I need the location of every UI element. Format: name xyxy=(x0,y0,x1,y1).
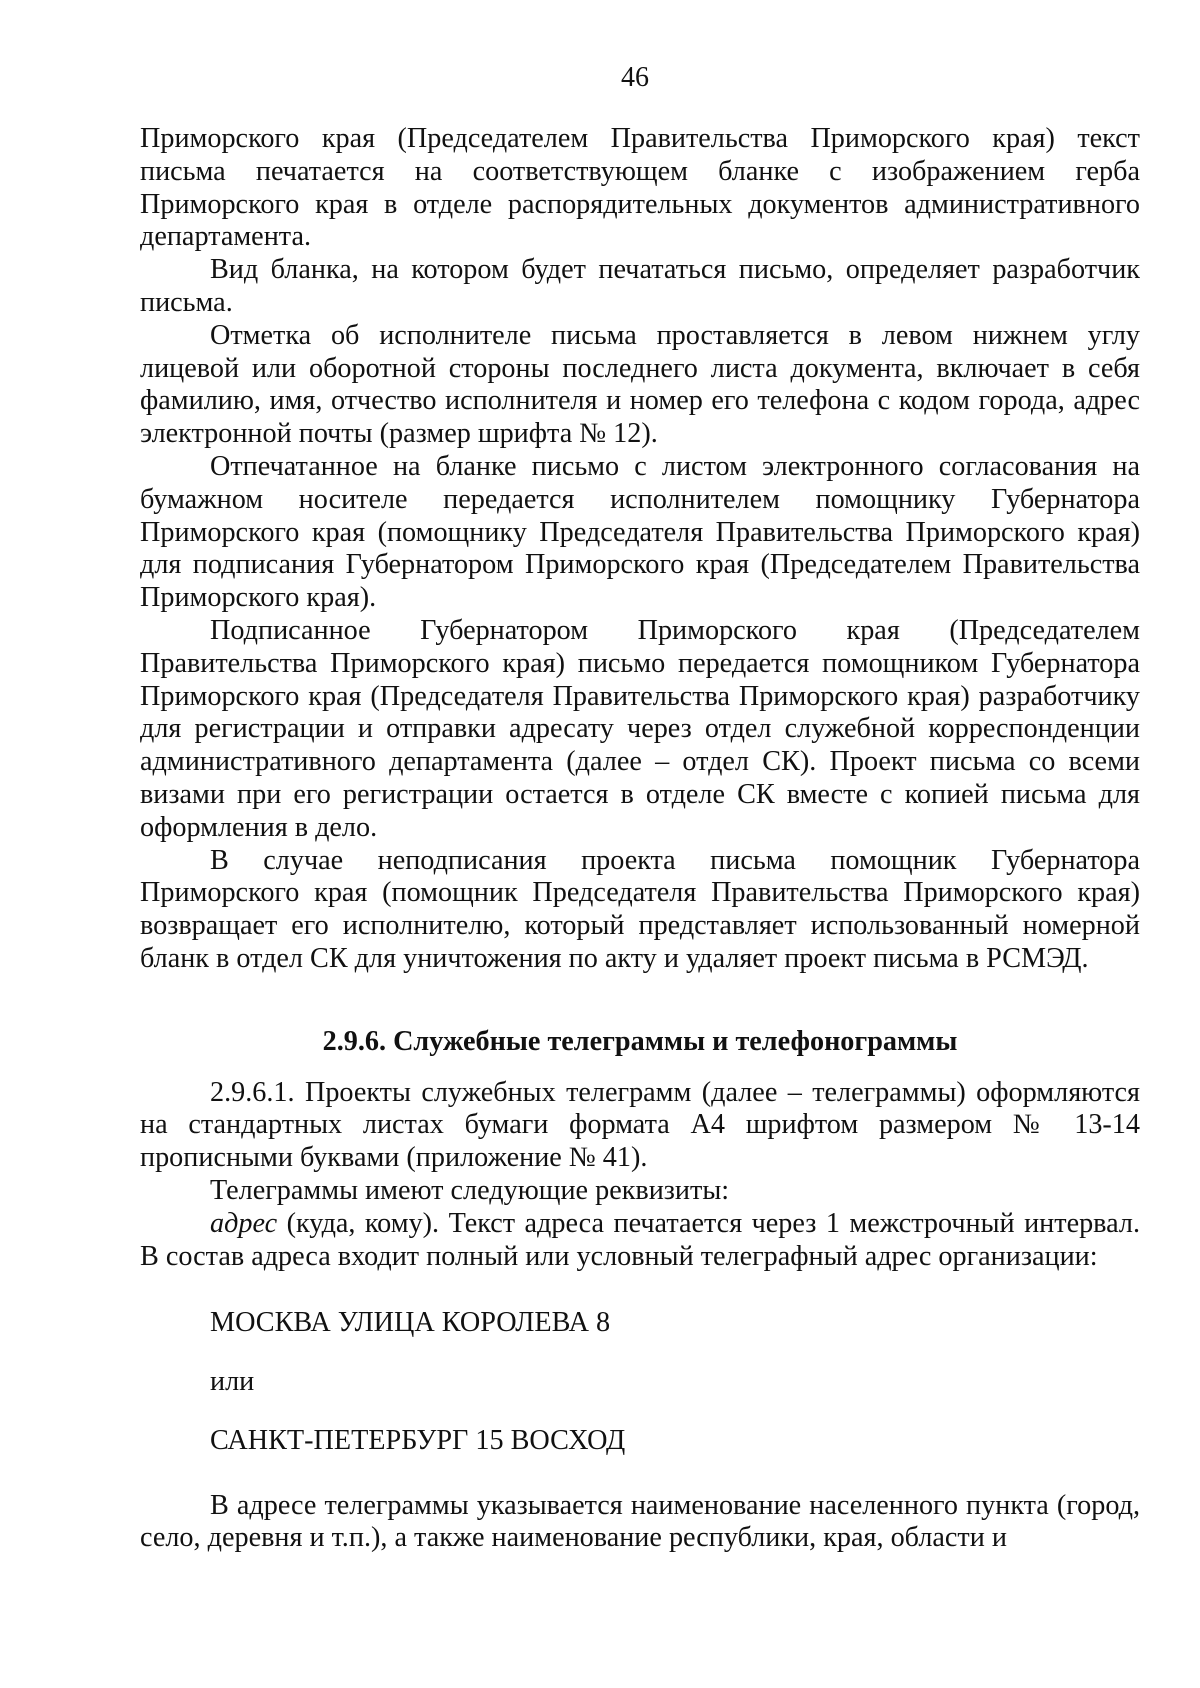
italic-term: адрес xyxy=(210,1207,278,1239)
paragraph: Телеграммы имеют следующие реквизиты: xyxy=(210,1174,730,1206)
paragraph: Подписанное Губернатором Приморского края (Председателем Правительства Приморского края) письмо передается помощником Губернатора Приморского края (Председателя Правительства Приморского края) разработчику для регистрации и отправки адресату через отдел служебной корреспонденции административного департамента (далее – отдел СК). Проект письма со всеми визами при его регистрации остается в отделе СК вместе с копией письма для оформления в дело. xyxy=(140,614,1140,843)
address-separator: или xyxy=(210,1366,255,1398)
page-number: 46 xyxy=(621,62,649,93)
paragraph xyxy=(140,1208,1140,1274)
paragraph: 2.9.6.1. Проекты служебных телеграмм (далее – телеграммы) оформляются на стандартных листах бумаги формата А4 шрифтом размером № 13-14 прописными буквами (приложение № 41). xyxy=(140,1076,1140,1174)
paragraph: В случае неподписания проекта письма помощник Губернатора Приморского края (помощник Председателя Правительства Приморского края) возвращает его исполнителю, который представляет использованный номерной бланк в отдел СК для уничтожения по акту и удаляет проект письма в РСМЭД. xyxy=(140,844,1140,974)
paragraph: В адресе телеграммы указывается наименование населенного пункта (город, село, деревня и т.п.), а также наименование республики, края, области и xyxy=(140,1489,1140,1554)
address-example: САНКТ-ПЕТЕРБУРГ 15 ВОСХОД xyxy=(210,1424,626,1456)
paragraph: Отметка об исполнителе письма проставляется в левом нижнем углу лицевой или оборотной стороны последнего листа документа, включает в себя фамилию, имя, отчество исполнителя и номер его телефона с кодом города, адрес электронной почты (размер шрифта № 12). xyxy=(140,319,1140,450)
paragraph: Отпечатанное на бланке письмо с листом электронного согласования на бумажном носителе передается исполнителем помощнику Губернатора Приморского края (помощнику Председателя Правительства Приморского края) для подписания Губернатором Приморского края (Председателем Правительства Приморского края). xyxy=(140,450,1140,614)
paragraph: Вид бланка, на котором будет печататься письмо, определяет разработчик письма. xyxy=(140,254,1140,318)
document-body xyxy=(140,123,1140,1555)
paragraph-text: (куда, кому). Текст адреса печатается через 1 межстрочный интервал. В состав адреса входит полный или условный телеграфный адрес организации: xyxy=(140,1207,1140,1272)
address-example: МОСКВА УЛИЦА КОРОЛЕВА 8 xyxy=(210,1307,611,1339)
paragraph: Приморского края (Председателем Правительства Приморского края) текст письма печатается на соответствующем бланке с изображением герба Приморского края в отделе распорядительных документов административного департамента. xyxy=(140,123,1140,253)
section-heading: 2.9.6. Служебные телеграммы и телефонограммы xyxy=(322,1025,958,1057)
